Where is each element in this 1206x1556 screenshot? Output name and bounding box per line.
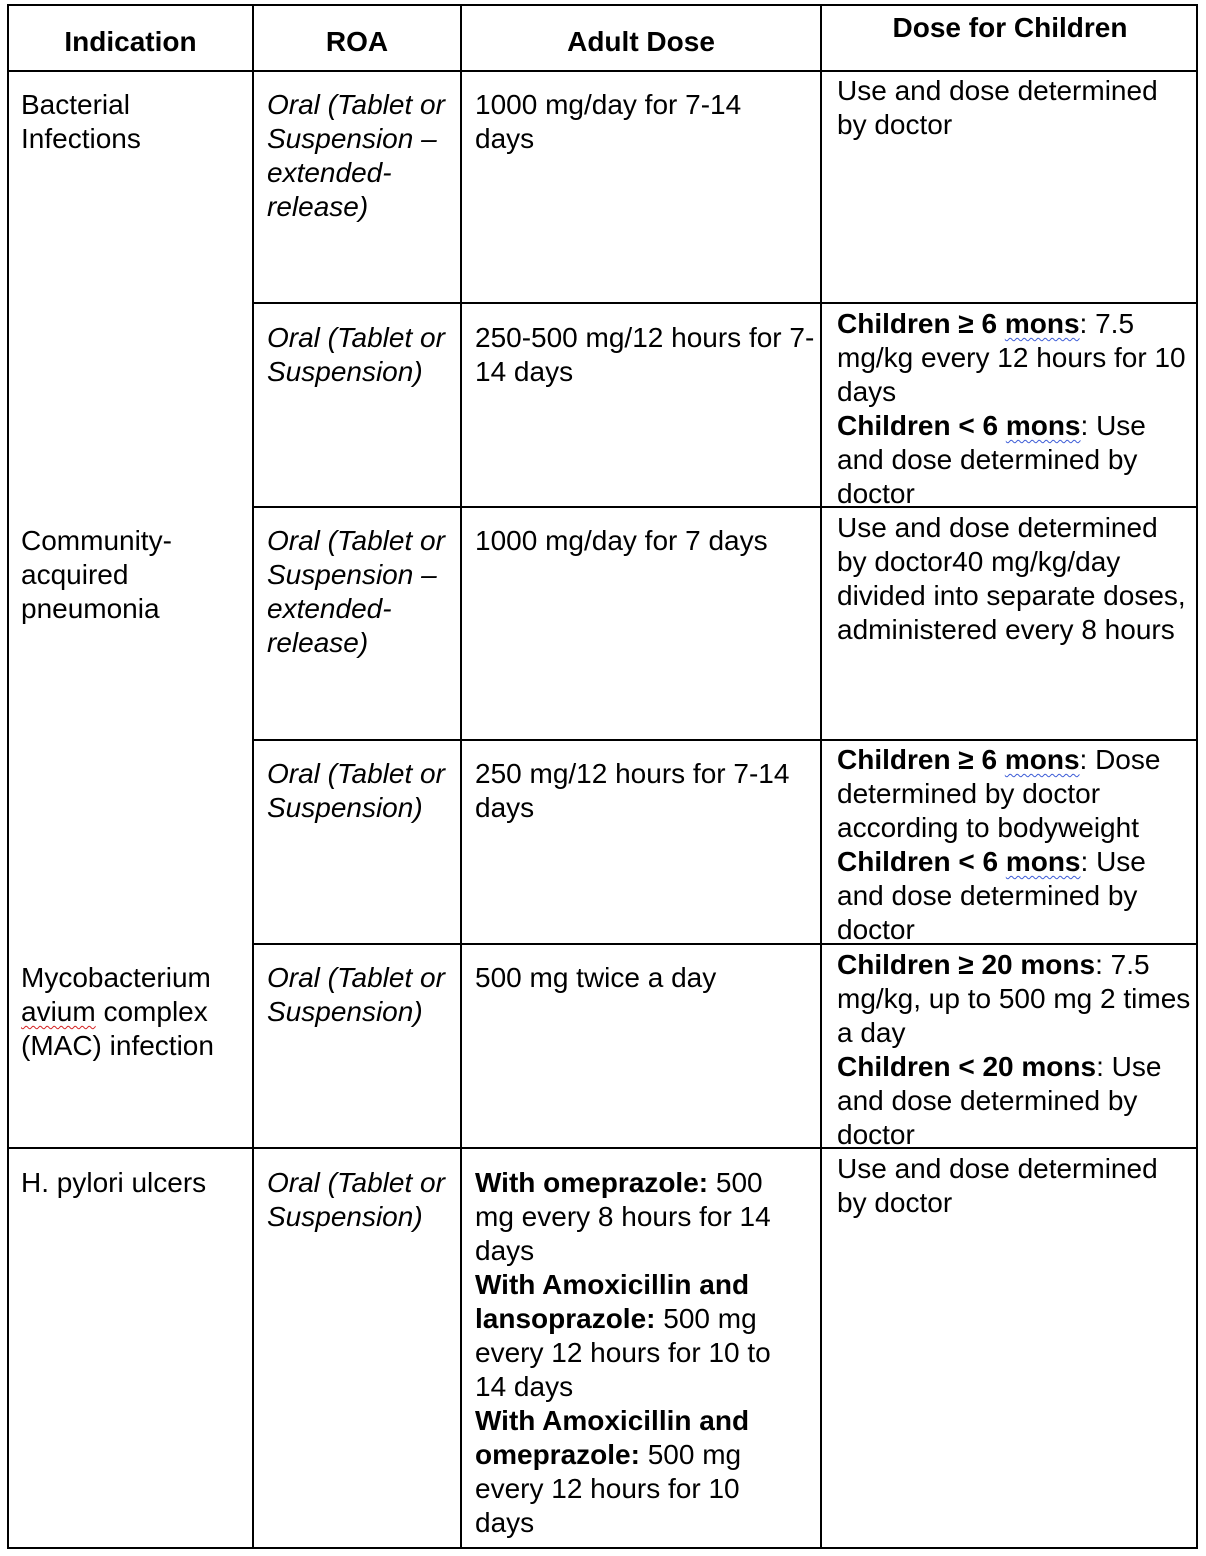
children-dose-cell: Use and dose determined by doctor bbox=[837, 75, 1158, 140]
indication-bacterial-infections: Bacterial Infections bbox=[21, 89, 141, 154]
row-divider bbox=[9, 70, 1196, 72]
column-divider bbox=[460, 6, 462, 1547]
roa-cell: Oral (Tablet or Suspension) bbox=[267, 322, 445, 387]
indication-mac-word-1: Mycobacterium bbox=[21, 962, 211, 993]
children-dose-cell: Children ≥ 20 mons: 7.5 mg/kg, up to 500 mg 2 times a day Children < 20 mons: Use and dose determined by doctor bbox=[837, 949, 1191, 1150]
adult-dose-cell: 250-500 mg/12 hours for 7-14 days bbox=[475, 322, 815, 387]
children-dose-cell: Use and dose determined by doctor40 mg/kg/day divided into separate doses, administered every 8 hours bbox=[837, 512, 1186, 645]
age-group-label: Children ≥ 6 mons bbox=[837, 308, 1080, 339]
roa-cell: Oral (Tablet or Suspension) bbox=[267, 962, 445, 1027]
row-divider bbox=[252, 302, 1196, 304]
indication-community-acquired-pneumonia: Community-acquired pneumonia bbox=[21, 525, 172, 624]
header-adult-dose: Adult Dose bbox=[567, 26, 715, 57]
adult-dose-cell: 250 mg/12 hours for 7-14 days bbox=[475, 758, 790, 823]
age-group-label: Children < 6 mons bbox=[837, 846, 1081, 877]
adult-dose-cell: 500 mg twice a day bbox=[475, 962, 717, 993]
adult-dose-cell: With omeprazole: 500 mg every 8 hours for 14 days With Amoxicillin and lansoprazole: 500 mg every 12 hours for 10 to 14 days With Amoxicillin and omeprazole: 500 mg every 12 hours for 10 days bbox=[475, 1167, 771, 1538]
children-dose-cell: Children ≥ 6 mons: Dose determined by doctor according to bodyweight Children < 6 mons: Use and dose determined by doctor bbox=[837, 744, 1161, 945]
column-divider bbox=[252, 6, 254, 1547]
header-indication: Indication bbox=[64, 26, 197, 57]
age-group-label: Children < 6 mons bbox=[837, 410, 1081, 441]
row-divider bbox=[252, 739, 1196, 741]
age-group-label: Children ≥ 6 mons bbox=[837, 744, 1080, 775]
age-group-label: Children ≥ 20 mons bbox=[837, 949, 1096, 980]
header-dose-for-children: Dose for Children bbox=[892, 12, 1128, 43]
column-divider bbox=[820, 6, 822, 1547]
roa-cell: Oral (Tablet or Suspension) bbox=[267, 758, 445, 823]
children-dose-cell: Children ≥ 6 mons: 7.5 mg/kg every 12 hours for 10 days Children < 6 mons: Use and dose determined by doctor bbox=[837, 308, 1186, 509]
indication-mac-word-2: avium bbox=[21, 996, 96, 1027]
header-roa: ROA bbox=[325, 26, 389, 57]
dosage-table bbox=[7, 4, 1198, 1549]
children-dose-cell: Use and dose determined by doctor bbox=[837, 1153, 1158, 1218]
roa-cell: Oral (Tablet or Suspension) bbox=[267, 1167, 445, 1232]
adult-dose-cell: 1000 mg/day for 7 days bbox=[475, 525, 768, 556]
roa-cell: Oral (Tablet or Suspension – extended-release) bbox=[267, 89, 445, 222]
age-group-label: Children < 20 mons bbox=[837, 1051, 1097, 1082]
roa-cell: Oral (Tablet or Suspension – extended-release) bbox=[267, 525, 445, 658]
adult-dose-cell: 1000 mg/day for 7-14 days bbox=[475, 89, 742, 154]
combination-label: With Amoxicillin and lansoprazole: bbox=[475, 1269, 750, 1334]
indication-mac-word-3: complex (MAC) infection bbox=[21, 996, 214, 1061]
combination-label: With Amoxicillin and omeprazole: bbox=[475, 1405, 750, 1470]
indication-mac-infection bbox=[21, 961, 243, 1063]
combination-label: With omeprazole: bbox=[475, 1167, 709, 1198]
indication-h-pylori-ulcers: H. pylori ulcers bbox=[21, 1167, 207, 1198]
